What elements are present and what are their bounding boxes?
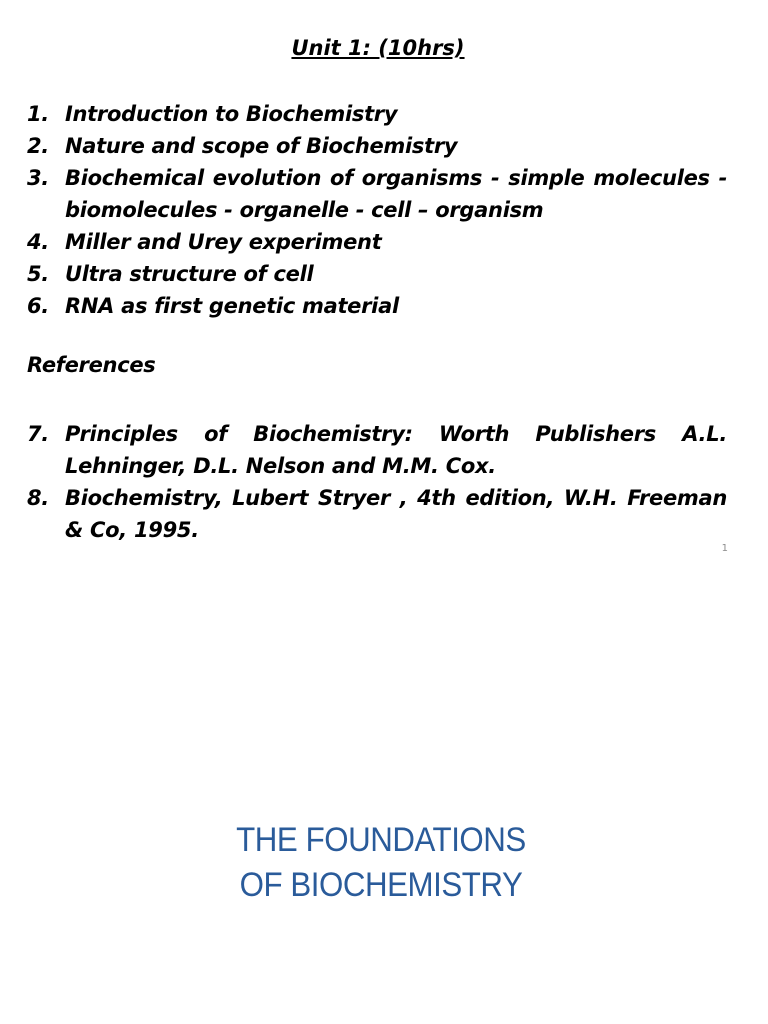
cover-title-line-1: THE FOUNDATIONS: [236, 821, 526, 859]
list-item-number: 6.: [27, 294, 49, 318]
list-item-text: Principles of Biochemistry: Worth Publishers A.L. Lehninger, D.L. Nelson and M.M. Cox.: [65, 422, 727, 478]
list-item-number: 4.: [27, 230, 49, 254]
list-item-number: 3.: [27, 166, 49, 190]
cover-title: [0, 818, 762, 908]
list-item-number: 5.: [27, 262, 49, 286]
references-heading: References: [27, 353, 156, 377]
list-item: [27, 258, 727, 290]
cover-title-line-2: OF BIOCHEMISTRY: [239, 866, 523, 904]
list-item: [27, 162, 727, 226]
list-item: [27, 226, 727, 258]
list-item-text: Nature and scope of Biochemistry: [65, 134, 458, 158]
list-item: [27, 98, 727, 130]
list-item-text: Biochemical evolution of organisms - simple molecules - biomolecules - organelle - cell – organism: [65, 166, 727, 222]
list-item: [27, 130, 727, 162]
topics-list: [27, 98, 727, 322]
list-item-text: Ultra structure of cell: [65, 262, 314, 286]
list-item: [27, 482, 727, 546]
list-item-number: 8.: [27, 486, 49, 510]
list-item-number: 7.: [27, 422, 49, 446]
list-item-text: Biochemistry, Lubert Stryer , 4th edition, W.H. Freeman & Co, 1995.: [65, 486, 727, 542]
slide-page-number: 1: [721, 543, 728, 554]
list-item: [27, 418, 727, 482]
list-item-number: 2.: [27, 134, 49, 158]
list-item-number: 1.: [27, 102, 49, 126]
list-item-text: Miller and Urey experiment: [65, 230, 382, 254]
references-list: [27, 418, 727, 546]
list-item: [27, 290, 727, 322]
slide-title: Unit 1: (10hrs): [291, 36, 465, 60]
list-item-text: RNA as first genetic material: [65, 294, 399, 318]
list-item-text: Introduction to Biochemistry: [65, 102, 398, 126]
